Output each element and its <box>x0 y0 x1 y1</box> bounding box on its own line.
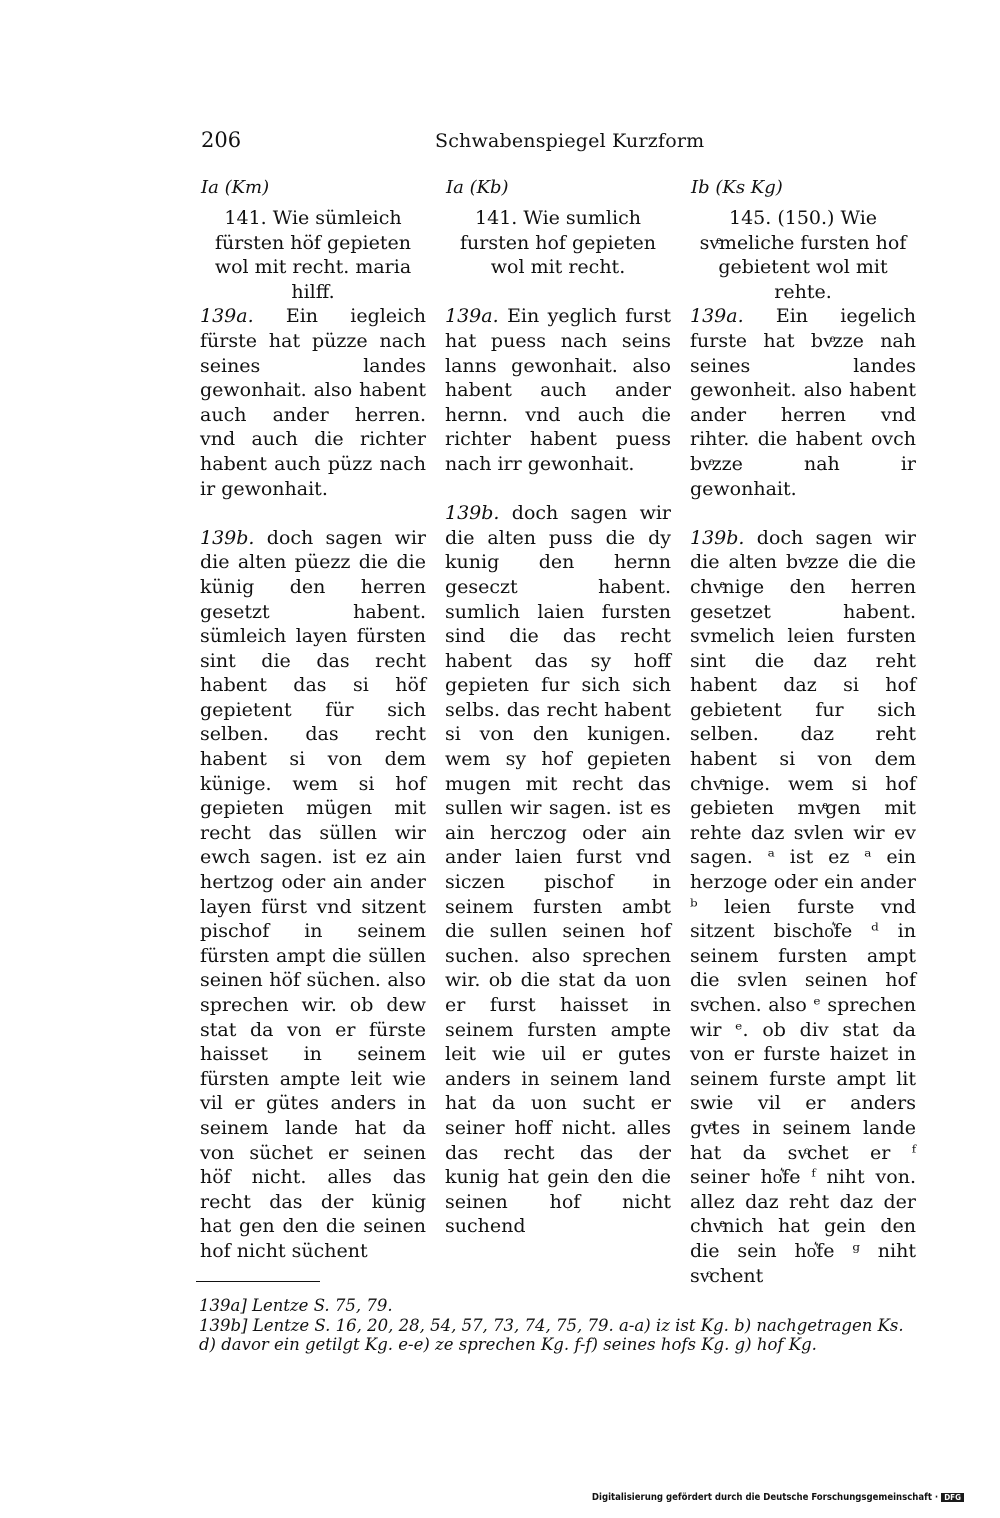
text-column-1 <box>200 206 426 1264</box>
column-siglum-2: Ia (Kb) <box>446 177 509 198</box>
paragraph-139a <box>690 304 916 501</box>
paragraph-139b <box>445 501 671 1239</box>
paragraph-139b <box>200 526 426 1264</box>
footnote-rule <box>196 1281 320 1282</box>
paragraph-number: 139b. <box>445 502 500 525</box>
credit-text: Digitalisierung gefördert durch die Deutsche Forschungsgemeinschaft · <box>591 1492 939 1503</box>
paragraph-text: Ein iegleich fürste hat püzze nach seines landes gewonhait. also habent auch ander herren. vnd auch die richter habent auch püzz nach ir gewonhait. <box>200 305 427 500</box>
paragraph-text: Ein yeglich furst hat puess nach seins lanns gewonhait. also habent auch ander hernn. vnd auch die richter habent puess nach irr gewonhait. <box>445 305 671 475</box>
running-title: Schwabenspiegel Kurzform <box>435 130 705 152</box>
page-number: 206 <box>201 128 242 152</box>
chapter-title: 141. Wie sumlich fursten hof gepieten wol mit recht. <box>459 207 656 279</box>
paragraph-number: 139b. <box>690 526 745 549</box>
paragraph-139a <box>445 304 671 476</box>
paragraph-number: 139a. <box>200 305 254 328</box>
paragraph-text: doch sagen wir die alten bvͦzze die die chvͤnige den herren gesetzet habent. svmelich leien fursten sint die daz reht habent daz si hof gebietent fur sich selben. daz reht habent si von dem chvͤnige. wem si hof gebieten mvͤgen mit rehte daz svlen wir ev sagen. ᵃ ist ez ᵃ ein herzoge oder ein ander ᵇ leien furste vnd sitzent bischo͛fe ᵈ in seinem fursten ampt die svlen seinen hof svͦchen. also ᵉ sprechen wir ᵉ. ob div stat da von er furste haizet in seinem furste ampt lit swie vil er anders gvͦtes in seinem lande hat da svͦchet er ᶠ seiner ho͛fe ᶠ niht von. allez daz reht daz der chvͤnich hat gein den die sein ho͛fe ᵍ niht svͦchent <box>690 526 917 1287</box>
paragraph-139a <box>200 304 426 501</box>
paragraph-number: 139a. <box>445 305 499 328</box>
paragraph-text: Ein iegelich furste hat bvͦzze nah seines landes gewonheit. also habent ander herren vnd rihter. die habent ovch bvͦzze nah ir gewonhait. <box>690 305 917 500</box>
column-siglum-1: Ia (Km) <box>201 177 270 198</box>
chapter-title: 141. Wie sümleich fürsten höf gepieten wol mit recht. maria hilff. <box>214 207 412 303</box>
paragraph-139b <box>690 526 916 1288</box>
dfg-logo: DFG <box>941 1493 964 1502</box>
column-siglum-3: Ib (Ks Kg) <box>691 177 783 198</box>
paragraph-number: 139b. <box>200 526 255 549</box>
text-column-2 <box>445 206 671 1239</box>
footnote-139a: 139a] Lentze S. 75, 79. <box>199 1296 393 1315</box>
paragraph-number: 139a. <box>690 305 744 328</box>
paragraph-text: doch sagen wir die alten puss die dy kunig den hernn geseczt habent. sumlich laien fursten sind die das recht habent das sy hoff gepieten fur sich sich selbs. das recht habent si von den kunigen. wem sy hof gepieten mugen mit recht das sullen wir sagen. ist es ain herczog oder ain ander laien furst vnd siczen pischof in seinem fursten ambt die sullen seinen hof suchen. also sprechen wir. ob die stat da uon er furst haisset in seinem fursten ampte leit wie uil er gutes anders in seinem land hat da uon sucht er seiner hoff nicht. alles das recht das der kunig hat gein den die seinen hof nicht suchend <box>445 502 672 1238</box>
footnote-139b: 139b] Lentze S. 16, 20, 28, 54, 57, 73, 74, 75, 79. a-a) iz ist Kg. b) nachgetragen Ks. d) davor ein getilgt Kg. e-e) ze sprechen Kg. f-f) seines hofs Kg. g) hof Kg. <box>199 1315 904 1354</box>
paragraph-text: doch sagen wir die alten püezz die die künig den herren gesetzt habent. sümleich layen fürsten sint die das recht habent das si höf gepietent für sich selben. das recht habent si von dem künige. wem si hof gepieten mügen mit recht das süllen wir ewch sagen. ist ez ain hertzog oder ain ander layen fürst vnd sitzent pischof in seinem fürsten ampt die süllen seinen höf süchen. also sprechen wir. ob dew stat da von er fürste haisset in seinem fürsten ampte leit wie vil er gütes anders in seinem lande hat da von süchet er seinen höf nicht. alles das recht das der künig hat gen den die seinen hof nicht süchent <box>200 526 427 1262</box>
chapter-title: 145. (150.) Wie svͤmeliche fursten hof gebietent wol mit rehte. <box>699 207 907 303</box>
digitization-credit <box>592 1492 964 1503</box>
text-column-3 <box>690 206 916 1288</box>
footnotes <box>199 1296 921 1355</box>
